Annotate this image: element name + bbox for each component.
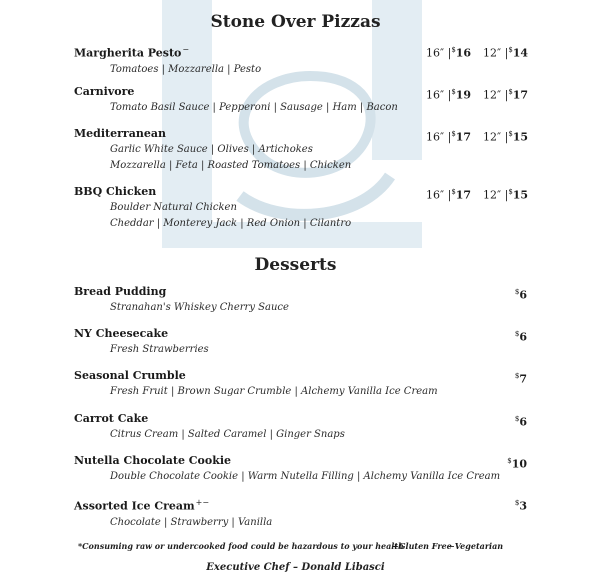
dessert-price bbox=[515, 326, 527, 346]
price-value: 3 bbox=[519, 499, 527, 513]
dessert-price bbox=[515, 368, 527, 388]
dessert-name-text: Assorted Ice Cream bbox=[74, 499, 195, 513]
dietary-mark: +− bbox=[195, 498, 210, 507]
price-value: 6 bbox=[519, 415, 527, 429]
size-label-16: 16″ | bbox=[426, 88, 452, 102]
dietary-mark: − bbox=[182, 45, 190, 54]
pizza-name-text: Carnivore bbox=[74, 85, 135, 98]
price-value: 17 bbox=[512, 88, 529, 102]
price-value: 6 bbox=[519, 288, 527, 302]
price-value: 10 bbox=[511, 457, 527, 471]
dessert-name-text: Carrot Cake bbox=[74, 412, 149, 425]
currency-symbol: $ bbox=[451, 88, 456, 96]
size-label-16: 16″ | bbox=[426, 188, 452, 202]
dessert-item bbox=[74, 368, 534, 400]
dessert-price bbox=[507, 453, 527, 473]
dessert-item bbox=[74, 284, 534, 316]
dessert-item bbox=[74, 411, 534, 443]
dessert-item-name bbox=[74, 411, 534, 427]
pizza-large-price bbox=[426, 126, 471, 146]
currency-symbol: $ bbox=[508, 46, 513, 54]
dessert-name-text: Bread Pudding bbox=[74, 285, 167, 298]
dessert-price bbox=[515, 495, 527, 515]
currency-symbol: $ bbox=[514, 372, 520, 380]
pizza-name-text: Margherita Pesto bbox=[74, 46, 182, 60]
price-value: 16 bbox=[455, 46, 472, 60]
pizza-item-description: Mozzarella | Feta | Roasted Tomatoes | Chicken bbox=[110, 160, 352, 171]
pizza-item-description: Tomatoes | Mozzarella | Pesto bbox=[110, 63, 262, 75]
size-label-12: 12″ | bbox=[483, 130, 509, 144]
size-label-16: 16″ | bbox=[426, 130, 452, 144]
currency-symbol: $ bbox=[514, 415, 520, 423]
size-label-12: 12″ | bbox=[483, 188, 509, 202]
pizza-small-price bbox=[483, 84, 528, 104]
gluten-free-legend: +Gluten Free bbox=[392, 541, 452, 551]
pizza-item-description: Tomato Basil Sauce | Pepperoni | Sausage | Ham | Bacon bbox=[110, 102, 398, 113]
dessert-name-text: Seasonal Crumble bbox=[74, 369, 186, 382]
price-value: 15 bbox=[512, 188, 529, 202]
dessert-name-text: NY Cheesecake bbox=[74, 327, 169, 340]
desserts-section-title: Desserts bbox=[254, 255, 337, 275]
pizza-name-text: Mediterranean bbox=[74, 127, 166, 140]
dessert-item-description: Double Chocolate Cookie | Warm Nutella Filling | Alchemy Vanilla Ice Cream bbox=[110, 471, 501, 482]
currency-symbol: $ bbox=[508, 88, 513, 96]
pizza-item-description: Cheddar | Monterey Jack | Red Onion | Cilantro bbox=[110, 218, 352, 229]
currency-symbol: $ bbox=[514, 499, 520, 507]
dessert-item-name bbox=[74, 284, 534, 300]
vegetarian-legend: −Vegetarian bbox=[448, 541, 504, 551]
dessert-price bbox=[515, 411, 527, 431]
currency-symbol: $ bbox=[451, 188, 456, 196]
pizza-large-price bbox=[426, 184, 471, 204]
pizza-item-description: Boulder Natural Chicken bbox=[110, 202, 237, 213]
pizza-small-price bbox=[483, 126, 528, 146]
price-value: 17 bbox=[455, 130, 472, 144]
price-value: 6 bbox=[519, 330, 527, 344]
executive-chef-credit: Executive Chef – Donald Libasci bbox=[206, 562, 385, 573]
pizzas-section-title: Stone Over Pizzas bbox=[210, 12, 381, 32]
price-value: 19 bbox=[455, 88, 472, 102]
price-value: 7 bbox=[519, 372, 527, 386]
raw-food-disclaimer: *Consuming raw or undercooked food could be hazardous to your health bbox=[78, 541, 404, 551]
dessert-item-description: Citrus Cream | Salted Caramel | Ginger Snaps bbox=[110, 429, 345, 440]
dessert-item-description: Stranahan's Whiskey Cherry Sauce bbox=[110, 302, 289, 313]
dessert-item bbox=[74, 326, 534, 358]
size-label-16: 16″ | bbox=[426, 46, 452, 60]
currency-symbol: $ bbox=[451, 46, 456, 54]
price-value: 15 bbox=[512, 130, 529, 144]
currency-symbol: $ bbox=[514, 288, 520, 296]
dessert-item-name bbox=[74, 368, 534, 384]
dessert-item-name bbox=[74, 495, 534, 515]
price-value: 17 bbox=[455, 188, 472, 202]
size-label-12: 12″ | bbox=[483, 88, 509, 102]
currency-symbol: $ bbox=[507, 457, 512, 465]
dessert-item-name bbox=[74, 453, 534, 469]
pizza-name-text: BBQ Chicken bbox=[74, 185, 157, 198]
currency-symbol: $ bbox=[451, 130, 456, 138]
pizza-large-price bbox=[426, 84, 471, 104]
dessert-price bbox=[515, 284, 527, 304]
dessert-item-description: Fresh Strawberries bbox=[110, 344, 209, 355]
dessert-item-name bbox=[74, 326, 534, 342]
dessert-item bbox=[74, 495, 534, 531]
currency-symbol: $ bbox=[514, 330, 520, 338]
pizza-large-price bbox=[426, 42, 471, 62]
dessert-name-text: Nutella Chocolate Cookie bbox=[74, 454, 232, 467]
size-label-12: 12″ | bbox=[483, 46, 509, 60]
dessert-item bbox=[74, 453, 534, 485]
pizza-small-price bbox=[483, 42, 528, 62]
pizza-small-price bbox=[483, 184, 528, 204]
dessert-item-description: Fresh Fruit | Brown Sugar Crumble | Alchemy Vanilla Ice Cream bbox=[110, 386, 438, 397]
price-value: 14 bbox=[512, 46, 529, 60]
dessert-item-description: Chocolate | Strawberry | Vanilla bbox=[110, 516, 273, 528]
currency-symbol: $ bbox=[508, 130, 513, 138]
pizza-item-description: Garlic White Sauce | Olives | Artichokes bbox=[110, 144, 313, 155]
currency-symbol: $ bbox=[508, 188, 513, 196]
